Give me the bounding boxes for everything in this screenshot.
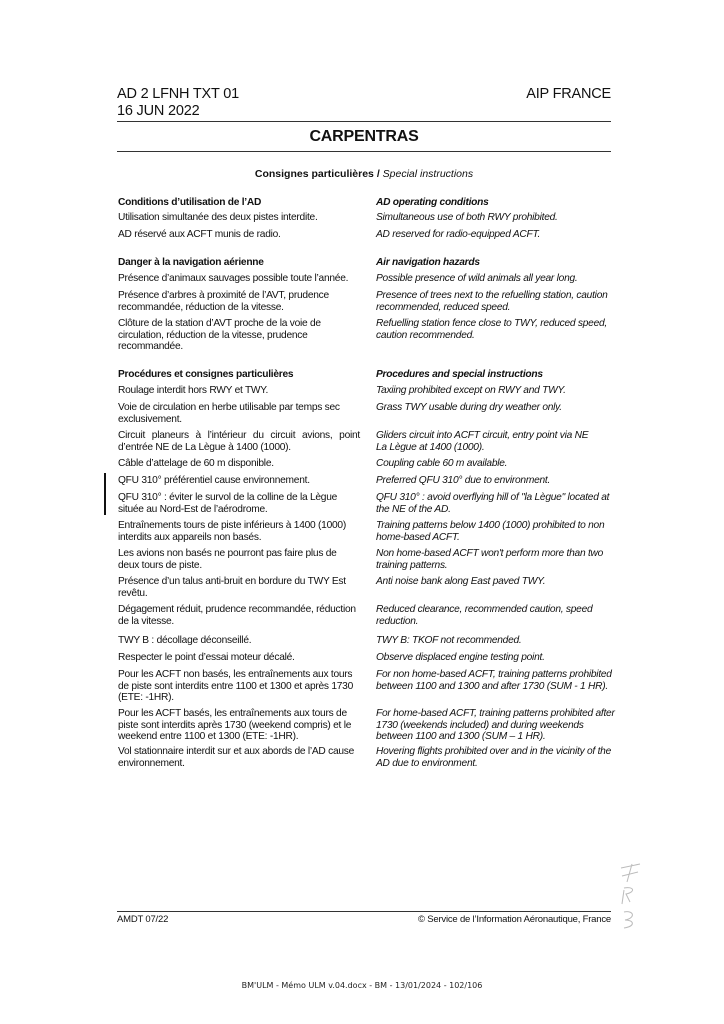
instruction-en: Coupling cable 60 m available. — [376, 458, 508, 469]
instruction-fr: Entraînements tours de piste inférieurs à 1400 (1000) interdits aux appareils non basés. — [118, 520, 346, 543]
instruction-fr: Pour les ACFT basés, les entraînements aux tours de piste sont interdits après 1730 (weekend compris) et le weekend entre 1100 et 1300 (ETE: -1HR). — [118, 708, 352, 742]
document-footer-line: BM'ULM - Mémo ULM v.04.docx - BM - 13/01/2024 - 102/106 — [241, 981, 483, 990]
instruction-en: Presence of trees next to the refuelling station, caution recommended, reduced speed. — [376, 290, 608, 313]
instruction-en: Preferred QFU 310° due to environment. — [376, 475, 551, 486]
header-rule — [117, 121, 611, 122]
doc-date: 16 JUN 2022 — [117, 103, 200, 119]
instruction-en: Reduced clearance, recommended caution, speed reduction. — [376, 604, 593, 627]
instruction-fr: AD réservé aux ACFT munis de radio. — [118, 229, 281, 240]
change-bar — [104, 473, 106, 515]
publisher-label: AIP FRANCE — [526, 86, 611, 102]
instruction-en: Non home-based ACFT won't perform more than two training patterns. — [376, 548, 604, 571]
subtitle-en: Special instructions — [382, 168, 474, 180]
instruction-en: Anti noise bank along East paved TWY. — [376, 576, 546, 587]
instruction-en: Taxiing prohibited except on RWY and TWY. — [376, 385, 566, 396]
instruction-en: For home-based ACFT, training patterns prohibited after 1730 (weekends included) and during weekends between 1100 and 1300 (SUM – 1 HR). — [376, 708, 615, 742]
instruction-en: Observe displaced engine testing point. — [376, 652, 545, 663]
instruction-en: QFU 310° : avoid overflying hill of "la Lègue" located at the NE of the AD. — [376, 492, 610, 515]
instruction-fr: Vol stationnaire interdit sur et aux abords de l’AD cause environnement. — [118, 746, 355, 769]
section-heading-en: Air navigation hazards — [376, 257, 480, 268]
instruction-fr: Pour les ACFT non basés, les entraînements aux tours de piste sont interdits entre 1100 et 1300 et après 1730 (ETE: -1HR). — [118, 669, 354, 703]
section-heading-en: Procedures and special instructions — [376, 369, 543, 380]
doc-reference: AD 2 LFNH TXT 01 — [117, 86, 239, 102]
instruction-fr: Circuit planeurs à l’intérieur du circuit avions, point d’entrée NE de La Lègue à 1400 (1000). — [118, 430, 360, 453]
instruction-fr: Présence d’arbres à proximité de l’AVT, prudence recommandée, réduction de la vitesse. — [118, 290, 329, 313]
instruction-en: AD reserved for radio-equipped ACFT. — [376, 229, 541, 240]
instruction-fr: Présence d’animaux sauvages possible toute l’année. — [118, 273, 349, 284]
title-rule — [117, 151, 611, 152]
instruction-fr: QFU 310° : éviter le survol de la colline de la Lègue située au Nord-Est de l’aérodrome. — [118, 492, 338, 515]
instruction-fr: Respecter le point d’essai moteur décalé. — [118, 652, 295, 663]
subtitle-fr: Consignes particulières / — [254, 168, 380, 180]
instruction-fr: Les avions non basés ne pourront pas faire plus de deux tours de piste. — [118, 548, 337, 571]
instruction-fr: Présence d’un talus anti-bruit en bordure du TWY Est revêtu. — [118, 576, 346, 599]
section-heading-fr: Danger à la navigation aérienne — [118, 257, 264, 268]
section-heading-fr: Conditions d’utilisation de l’AD — [118, 197, 262, 208]
instruction-en: Simultaneous use of both RWY prohibited. — [376, 212, 558, 223]
instruction-en: For non home-based ACFT, training patterns prohibited between 1100 and 1300 and after 1730 (SUM - 1 HR). — [376, 669, 612, 692]
copyright-notice: © Service de l’Information Aéronautique, France — [418, 914, 611, 925]
instruction-fr: Utilisation simultanée des deux pistes interdite. — [118, 212, 318, 223]
instruction-en: Hovering flights prohibited over and in the vicinity of the AD due to environment. — [376, 746, 611, 769]
section-heading-fr: Procédures et consignes particulières — [118, 369, 294, 380]
subtitle — [117, 168, 611, 180]
handwritten-initials — [618, 862, 644, 932]
instruction-en: Possible presence of wild animals all year long. — [376, 273, 578, 284]
instruction-fr: Câble d’attelage de 60 m disponible. — [118, 458, 274, 469]
instruction-en: Grass TWY usable during dry weather only. — [376, 402, 562, 413]
instruction-fr: Voie de circulation en herbe utilisable par temps sec exclusivement. — [118, 402, 340, 425]
instruction-fr: Dégagement réduit, prudence recommandée, réduction de la vitesse. — [118, 604, 356, 627]
page-title: CARPENTRAS — [309, 128, 419, 145]
instruction-fr: Roulage interdit hors RWY et TWY. — [118, 385, 269, 396]
footer-rule — [117, 911, 611, 912]
instruction-fr: TWY B : décollage déconseillé. — [118, 635, 252, 646]
section-heading-en: AD operating conditions — [376, 197, 489, 208]
instruction-en: TWY B: TKOF not recommended. — [376, 635, 522, 646]
instruction-fr: Clôture de la station d’AVT proche de la voie de circulation, réduction de la vitesse, prudence recommandée. — [118, 318, 321, 352]
amendment-ref: AMDT 07/22 — [117, 914, 169, 925]
instruction-en: Refuelling station fence close to TWY, reduced speed, caution recommended. — [376, 318, 608, 341]
instruction-en: Training patterns below 1400 (1000) prohibited to non home-based ACFT. — [376, 520, 605, 543]
instruction-en: Gliders circuit into ACFT circuit, entry point via NE La Lègue at 1400 (1000). — [376, 430, 589, 453]
instruction-fr: QFU 310° préférentiel cause environnement. — [118, 475, 310, 486]
